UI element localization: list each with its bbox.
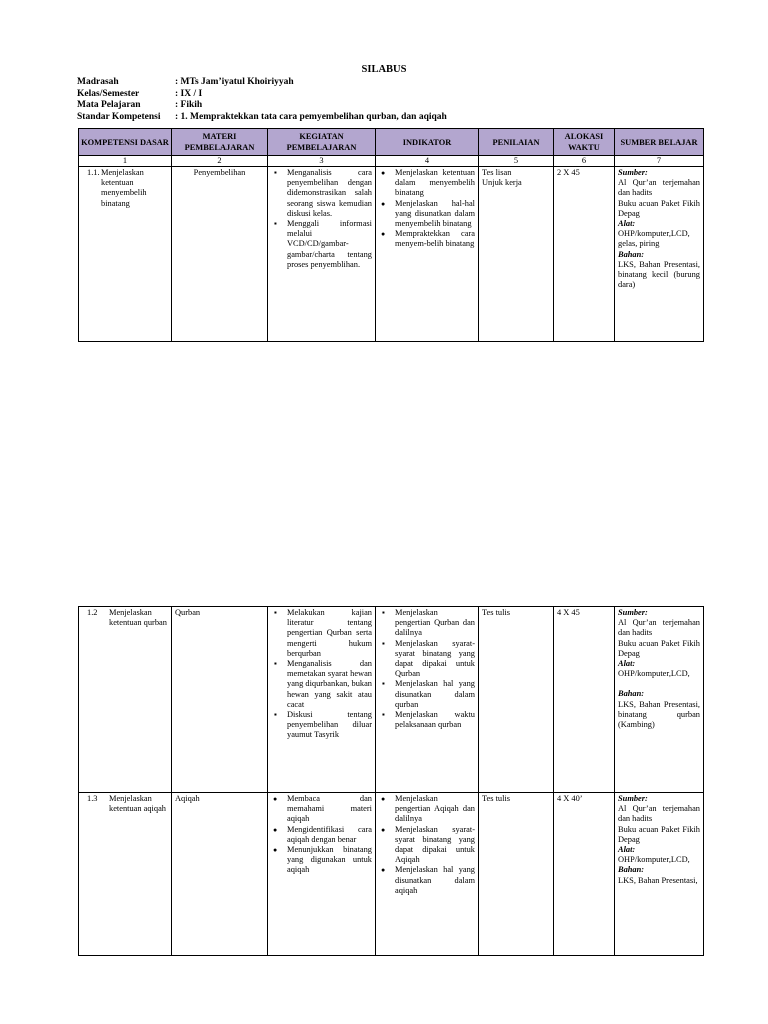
list-item: ● Mengidentifikasi cara aqiqah dengan benar [271, 825, 372, 845]
materi-cell: Aqiqah [172, 793, 268, 956]
alat-text: OHP/komputer,LCD, gelas, piring [618, 229, 690, 249]
list-item: ● Menjelaskan pengertian Aqiqah dan dalilnya [379, 794, 475, 825]
table-row [79, 793, 704, 956]
list-item: ▪ Menganalisis dan memetakan syarat hewan yang diqurbankan, bukan hewan yang sakit atau cacat [271, 659, 372, 710]
sumber-item: Buku acuan Paket Fikih Depag [618, 198, 700, 218]
sumber-item: Al Qur’an terjemahan dan hadits [618, 618, 700, 638]
header-sumber-belajar: SUMBER BELAJAR [615, 129, 704, 156]
alat-label: Alat: [618, 219, 636, 229]
materi-cell: Qurban [172, 607, 268, 793]
list-item: ● Menjelaskan ketentuan dalam menyembelih binatang [379, 168, 475, 199]
meta-value: : 1. Mempraktekkan tata cara pemyembelihan qurban, dan aqiqah [175, 111, 447, 122]
meta-value: : IX / I [175, 88, 203, 99]
penilaian-item: Unjuk kerja [482, 178, 522, 188]
column-number: 4 [376, 156, 479, 167]
sumber-label: Sumber: [618, 794, 648, 803]
list-item: ● Menunjukkan binatang yang digunakan untuk aqiqah [271, 845, 372, 876]
alat-text: OHP/komputer,LCD, [618, 855, 690, 865]
list-item: ● Membaca dan memahami materi aqiqah [271, 794, 372, 825]
list-item: ▪ Menjelaskan pengertian Qurban dan dalilnya [379, 608, 475, 639]
sumber-item: Buku acuan Paket Fikih Depag [618, 824, 700, 844]
column-number: 2 [172, 156, 268, 167]
kompetensi-dasar-cell [79, 793, 172, 956]
meta-value: : Fikih [175, 100, 203, 110]
penilaian-cell [479, 793, 554, 956]
sumber-cell [615, 167, 704, 342]
kegiatan-list [271, 794, 372, 876]
table-row [79, 167, 704, 342]
indikator-list [379, 168, 475, 250]
list-item: ▪ Diskusi tentang penyembelihan diluar yaumut Tasyrik [271, 710, 372, 741]
alat-text: OHP/komputer,LCD, [618, 669, 690, 679]
syllabus-table-page-2 [78, 606, 704, 956]
indikator-cell [376, 607, 479, 793]
alokasi-cell: 2 X 45 [554, 167, 615, 342]
indikator-cell [376, 793, 479, 956]
materi-cell: Penyembelihan [172, 167, 268, 342]
meta-mata-pelajaran [77, 100, 447, 112]
alat-label: Alat: [618, 659, 636, 669]
kd-entry [82, 794, 168, 814]
list-item: ▪ Menganalisis cara penyembelihan dengan didemonstrasikan salah seorang siswa kemudian diskusi kelas. [271, 168, 372, 219]
header-kompetensi-dasar: KOMPETENSI DASAR [79, 129, 172, 156]
list-item: ● Menjelaskan hal-hal yang disunatkan dalam menyembelih binatang [379, 199, 475, 230]
meta-key: Mata Pelajaran [77, 100, 141, 110]
penilaian-item: Tes tulis [482, 608, 511, 617]
header-row [79, 129, 704, 156]
sumber-item: Buku acuan Paket Fikih Depag [618, 638, 700, 658]
kompetensi-dasar-cell [79, 607, 172, 793]
list-item: ▪ Menjelaskan syarat-syarat binatang yang dapat dipakai untuk Qurban [379, 639, 475, 680]
sumber-item: Al Qur’an terjemahan dan hadits [618, 804, 700, 824]
header-indikator: INDIKATOR [376, 129, 479, 156]
sumber-cell [615, 607, 704, 793]
sumber-label: Sumber: [618, 608, 648, 617]
column-number: 6 [554, 156, 615, 167]
column-number: 5 [479, 156, 554, 167]
penilaian-cell [479, 167, 554, 342]
bahan-text: LKS, Bahan Presentasi, binatang kecil (burung dara) [618, 259, 700, 290]
column-number-row [79, 156, 704, 167]
list-item: ● Menjelaskan hal yang disunatkan dalam aqiqah [379, 865, 475, 896]
alokasi-cell: 4 X 45 [554, 607, 615, 793]
list-item: ▪ Melakukan kajian literatur tentang pengertian Qurban serta mengerti hukum berqurban [271, 608, 372, 659]
list-item: ▪ Menggali informasi melalui VCD/CD/gambar-gambar/charta tentang proses penyemblihan. [271, 219, 372, 270]
header-kegiatan-pembelajaran: KEGIATAN PEMBELAJARAN [268, 129, 376, 156]
sumber-item: Al Qur’an terjemahan dan hadits [618, 178, 700, 198]
kegiatan-list [271, 608, 372, 741]
bahan-text: LKS, Bahan Presentasi, [618, 875, 698, 885]
penilaian-item: Tes lisan [482, 168, 512, 177]
kegiatan-cell [268, 607, 376, 793]
header-penilaian: PENILAIAN [479, 129, 554, 156]
sumber-cell [615, 793, 704, 956]
meta-key: Kelas/Semester [77, 88, 140, 99]
list-item: ▪ Menjelaskan hal yang disunatkan dalam qurban [379, 679, 475, 710]
column-number: 1 [79, 156, 172, 167]
penilaian-item: Tes tulis [482, 794, 511, 803]
meta-key: Madrasah [77, 77, 119, 87]
syllabus-table-page-1 [78, 128, 704, 342]
bahan-label: Bahan: [618, 249, 645, 259]
kd-text: Menjelaskan ketentuan menyembelih binatang [101, 168, 147, 208]
header-alokasi-waktu: ALOKASI WAKTU [554, 129, 615, 156]
kd-entry [82, 168, 168, 209]
header-materi-pembelajaran: MATERI PEMBELAJARAN [172, 129, 268, 156]
meta-standar-kompetensi [77, 112, 447, 124]
meta-value: : MTs Jam’iyatul Khoiriyyah [175, 77, 294, 87]
indikator-list [379, 608, 475, 730]
list-item: ● Mempraktekkan cara menyem-belih binatang [379, 229, 475, 249]
kd-entry [82, 608, 168, 628]
alokasi-cell: 4 X 40’ [554, 793, 615, 956]
column-number: 7 [615, 156, 704, 167]
kd-text: Menjelaskan ketentuan qurban [109, 608, 167, 628]
kd-number: 1.1. [87, 168, 100, 177]
indikator-cell [376, 167, 479, 342]
meta-kelas-semester [77, 89, 447, 101]
alat-label: Alat: [618, 845, 636, 855]
kd-text: Menjelaskan ketentuan aqiqah [109, 794, 166, 814]
kd-number: 1.3 [87, 794, 98, 803]
kd-number: 1.2 [87, 608, 98, 617]
meta-madrasah [77, 77, 447, 89]
table-row [79, 607, 704, 793]
sumber-label: Sumber: [618, 168, 648, 177]
bahan-label: Bahan: [618, 689, 645, 699]
kegiatan-cell [268, 167, 376, 342]
penilaian-cell [479, 607, 554, 793]
kompetensi-dasar-cell [79, 167, 172, 342]
list-item: ▪ Menjelaskan waktu pelaksanaan qurban [379, 710, 475, 730]
list-item: ● Menjelaskan syarat-syarat binatang yang dapat dipakai untuk Aqiqah [379, 825, 475, 866]
bahan-text: LKS, Bahan Presentasi, binatang qurban (Kambing) [618, 699, 700, 730]
kegiatan-list [271, 168, 372, 270]
page-title: SILABUS [361, 64, 407, 75]
document-meta [77, 77, 447, 123]
bahan-label: Bahan: [618, 865, 645, 875]
meta-key: Standar Kompetensi [77, 111, 161, 122]
indikator-list [379, 794, 475, 896]
kegiatan-cell [268, 793, 376, 956]
column-number: 3 [268, 156, 376, 167]
